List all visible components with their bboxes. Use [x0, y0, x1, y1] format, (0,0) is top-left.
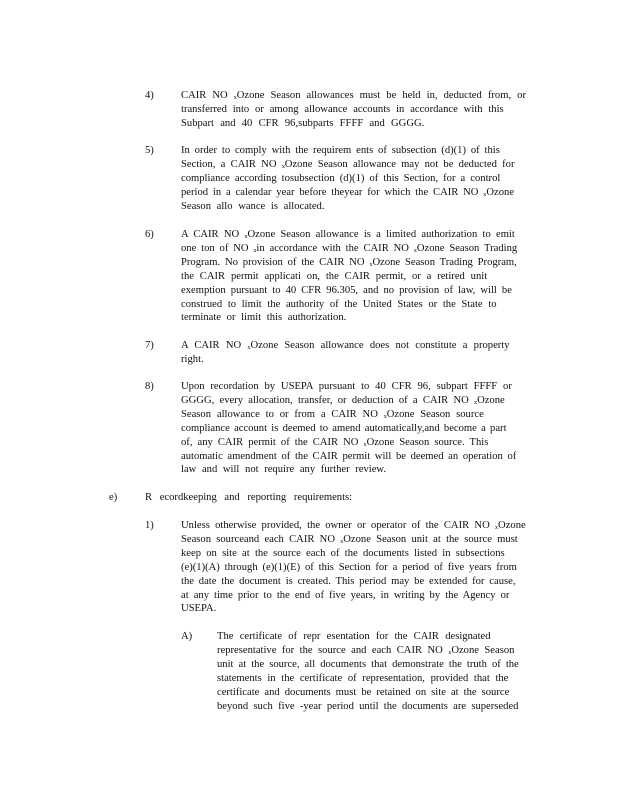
text-line: Upon recordation by USEPA pursuant to 40 CFR 96, subpart FFFF or — [181, 381, 512, 392]
text-line: compliance according tosubsection (d)(1) of this Section, for a control — [181, 172, 501, 184]
item-number: 7) — [145, 340, 154, 351]
item-number: 1) — [145, 520, 154, 531]
text-line: compliance account is deemed to amend automatically,and become a part — [181, 422, 507, 434]
text-line: certificate and documents must be retained on site at the source — [217, 686, 510, 698]
text-line: USEPA. — [181, 603, 217, 615]
text-line: CAIR NO ₓOzone Season allowances must be held in, deducted from, or — [181, 90, 526, 101]
item-number: 6) — [145, 229, 154, 240]
text-line: transferred into or among allowance accounts in accordance with this — [181, 103, 504, 115]
text-line: representative for the source and each CAIR NO ₓOzone Season — [217, 644, 515, 656]
item-letter: A) — [181, 631, 193, 642]
paragraph-8 — [181, 380, 541, 477]
text-line: Unless otherwise provided, the owner or operator of the CAIR NO ₓOzone — [181, 520, 526, 531]
text-line: law and will not require any further review. — [181, 464, 387, 476]
text-line: the date the document is created. This period may be extended for cause, — [181, 575, 516, 587]
heading-text: R ecordkeeping and reporting requirements: — [145, 492, 353, 503]
text-line: one ton of NO ₓin accordance with the CAIR NO ₓOzone Season Trading — [181, 242, 518, 254]
text-line: Program. No provision of the CAIR NO ₓOzone Season Trading Program, — [181, 256, 517, 268]
text-line: period in a calendar year before theyear for which the CAIR NO ₓOzone — [181, 186, 515, 198]
paragraph-6 — [181, 228, 531, 325]
text-line: (e)(1)(A) through (e)(1)(E) of this Section for a period of five years from — [181, 561, 517, 573]
paragraph-7 — [181, 339, 531, 367]
text-line: keep on site at the source each of the documents listed in subsections — [181, 547, 505, 559]
paragraph-e1A — [217, 630, 537, 713]
text-line: unit at the source, all documents that demonstrate the truth of the — [217, 658, 519, 670]
item-number: 8) — [145, 381, 154, 392]
text-line: A CAIR NO ₓOzone Season allowance does not constitute a property — [181, 340, 510, 351]
text-line: Season allo wance is allocated. — [181, 200, 325, 212]
text-line: the CAIR permit applicati on, the CAIR permit, or a retired unit — [181, 270, 488, 282]
text-line: beyond such five -year period until the documents are superseded — [217, 700, 519, 712]
text-line: In order to comply with the requirem ents of subsection (d)(1) of this — [181, 145, 500, 156]
text-line: Section, a CAIR NO ₓOzone Season allowance may not be deducted for — [181, 158, 515, 170]
section-heading — [145, 491, 445, 505]
paragraph-4 — [181, 89, 531, 131]
text-line: exemption pursuant to 40 CFR 96.305, and no provision of law, will be — [181, 284, 512, 296]
item-number: 5) — [145, 145, 154, 156]
paragraph-e1 — [181, 519, 541, 616]
text-line: Season sourceand each CAIR NO ₓOzone Season unit at the source must — [181, 533, 518, 545]
text-line: A CAIR NO ₓOzone Season allowance is a limited authorization to emit — [181, 229, 515, 240]
item-number: 4) — [145, 90, 154, 101]
text-line: automatic amendment of the CAIR permit will be deemed an operation of — [181, 450, 517, 462]
text-line: Season allowance to or from a CAIR NO ₓOzone Season source — [181, 408, 484, 420]
text-line: right. — [181, 353, 204, 365]
text-line: statements in the certificate of representation, provided that the — [217, 672, 509, 684]
text-line: of, any CAIR permit of the CAIR NO ₓOzone Season source. This — [181, 436, 489, 448]
section-letter: e) — [109, 492, 118, 503]
text-line: at any time prior to the end of five years, in writing by the Agency or — [181, 589, 510, 601]
text-line: construed to limit the authority of the United States or the State to — [181, 298, 497, 310]
paragraph-5 — [181, 144, 531, 214]
text-line: Subpart and 40 CFR 96,subparts FFFF and GGGG. — [181, 117, 425, 129]
text-line: GGGG, every allocation, transfer, or deduction of a CAIR NO ₓOzone — [181, 394, 505, 406]
text-line: terminate or limit this authorization. — [181, 312, 347, 324]
text-line: The certificate of repr esentation for the CAIR designated — [217, 631, 491, 642]
